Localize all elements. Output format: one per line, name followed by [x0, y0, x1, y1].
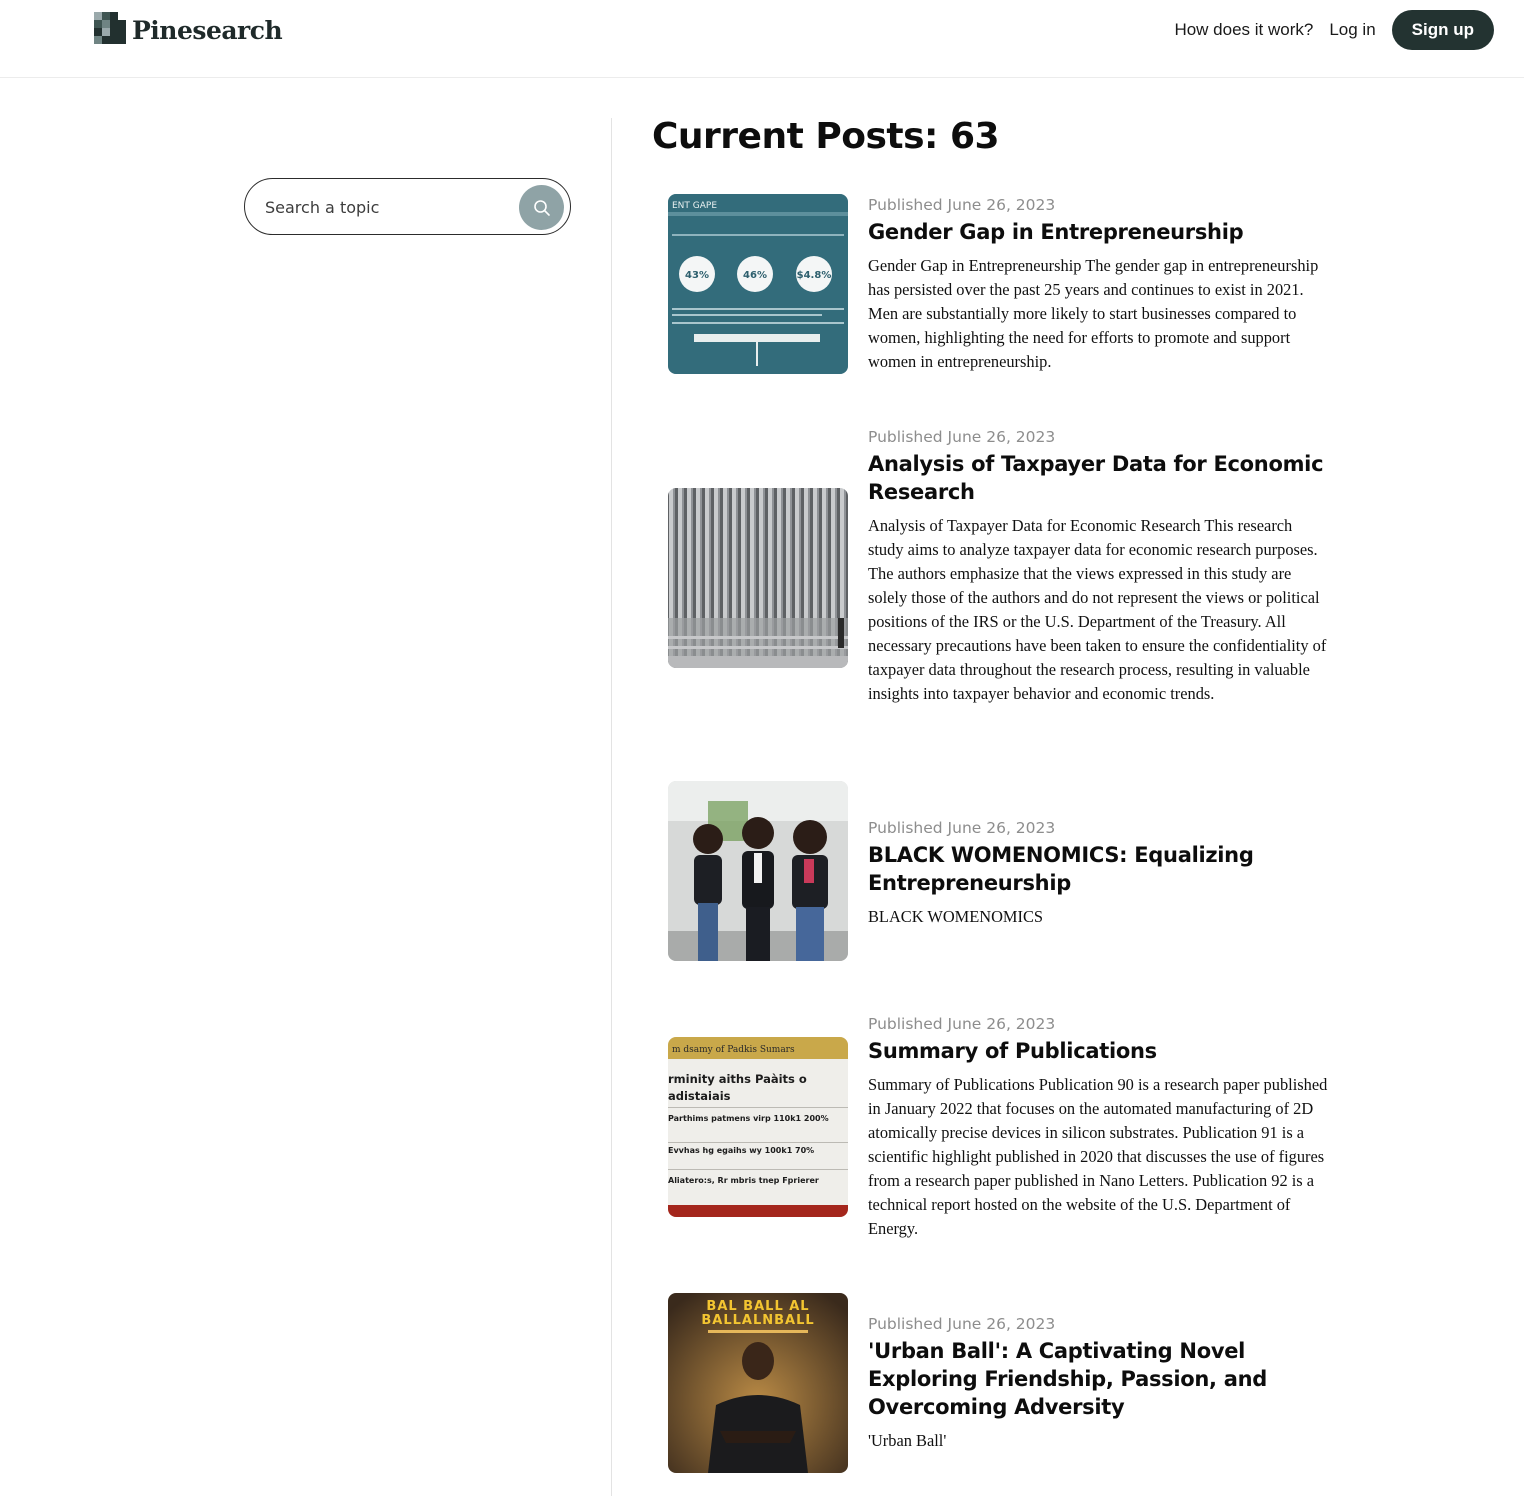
publication-image — [668, 1037, 848, 1217]
page-title: Current Posts: 63 — [652, 116, 1000, 157]
post-title-link[interactable]: BLACK WOMENOMICS: Equalizing Entrepreneurship — [868, 843, 1254, 895]
how-it-works-link[interactable]: How does it work? — [1174, 20, 1314, 39]
search-box — [244, 178, 571, 235]
thumb-line: Aliatero:s, Rr mbris tnep Fprierer — [668, 1176, 819, 1185]
site-header — [0, 0, 1524, 78]
post-thumbnail[interactable] — [668, 194, 848, 374]
thumb-line: adistaiais — [668, 1089, 731, 1103]
search-input[interactable] — [265, 189, 515, 225]
building-image — [668, 488, 848, 668]
post-date: Published June 26, 2023 — [868, 196, 1056, 214]
search-icon — [533, 199, 551, 217]
post-date: Published June 26, 2023 — [868, 1015, 1056, 1033]
post-body — [868, 1313, 1330, 1453]
post-excerpt: 'Urban Ball' — [868, 1431, 947, 1450]
login-link[interactable]: Log in — [1329, 20, 1376, 39]
post-body — [868, 194, 1330, 374]
post-title-link[interactable]: Summary of Publications — [868, 1039, 1157, 1063]
post-title-link[interactable]: Gender Gap in Entrepreneurship — [868, 220, 1244, 244]
post-body — [868, 1013, 1330, 1241]
women-photo — [668, 781, 848, 961]
post-title-link[interactable]: 'Urban Ball': A Captivating Novel Exploring Friendship, Passion, and Overcoming Adversity — [868, 1339, 1267, 1419]
logo-link[interactable] — [94, 12, 282, 48]
post-thumbnail[interactable] — [668, 1293, 848, 1473]
signup-button[interactable]: Sign up — [1392, 10, 1494, 50]
post-excerpt: Gender Gap in Entrepreneurship The gender gap in entrepreneurship has persisted over the past 25 years and continues to exist in 2021. Men are substantially more likely to start businesses compared to women, highlighting the need for efforts to promote and support women in entrepreneurship. — [868, 256, 1319, 371]
thumb-line: BALLALNBALL — [701, 1313, 815, 1328]
post-date: Published June 26, 2023 — [868, 1315, 1056, 1333]
post-excerpt: BLACK WOMENOMICS — [868, 907, 1043, 926]
thumb-header-text: ENT GAPE — [672, 201, 718, 211]
book-cover-image — [668, 1293, 848, 1473]
thumb-line: m dsamy of Padkis Sumars — [672, 1045, 795, 1055]
thumb-line: rminity aiths Paàits o — [668, 1072, 807, 1086]
post-thumbnail[interactable] — [668, 488, 848, 668]
post-thumbnail[interactable] — [668, 781, 848, 961]
post-title-link[interactable]: Analysis of Taxpayer Data for Economic Research — [868, 452, 1324, 504]
thumb-stat: 46% — [743, 270, 767, 281]
post-body — [868, 817, 1330, 929]
post-date: Published June 26, 2023 — [868, 428, 1056, 446]
post-excerpt: Analysis of Taxpayer Data for Economic Research This research study aims to analyze taxpayer data for economic research purposes. The authors emphasize that the views expressed in this study are solely those of the authors and do not represent the views or political positions of the IRS or the U.S. Department of the Treasury. All necessary precautions have been taken to ensure the confidentiality of taxpayer data throughout the research process, resulting in valuable insights into taxpayer behavior and economic trends. — [868, 516, 1327, 703]
logo-icon — [94, 12, 126, 48]
thumb-line: Evvhas hg egaihs wy 100k1 70% — [668, 1146, 815, 1155]
thumb-stat: $4.8% — [796, 270, 832, 281]
infographic-image — [668, 194, 848, 374]
thumb-stat: 43% — [685, 270, 709, 281]
post-date: Published June 26, 2023 — [868, 819, 1056, 837]
thumb-line: Parthims patmens virp 110k1 200% — [668, 1114, 829, 1123]
thumb-line: BAL BALL AL — [706, 1299, 810, 1314]
column-divider — [611, 118, 612, 1496]
post-body — [868, 426, 1330, 706]
post-excerpt: Summary of Publications Publication 90 is a research paper published in January 2022 that focuses on the automated manufacturing of 2D atomically precise devices in silicon substrates. Publication 91 is a scientific highlight published in 2020 that discusses the use of figures from a research paper published in Nano Letters. Publication 92 is a technical report hosted on the website of the U.S. Department of Energy. — [868, 1075, 1328, 1238]
post-thumbnail[interactable] — [668, 1037, 848, 1217]
logo-text: Pinesearch — [132, 15, 283, 45]
top-nav — [1174, 10, 1494, 50]
search-button[interactable] — [519, 185, 564, 230]
